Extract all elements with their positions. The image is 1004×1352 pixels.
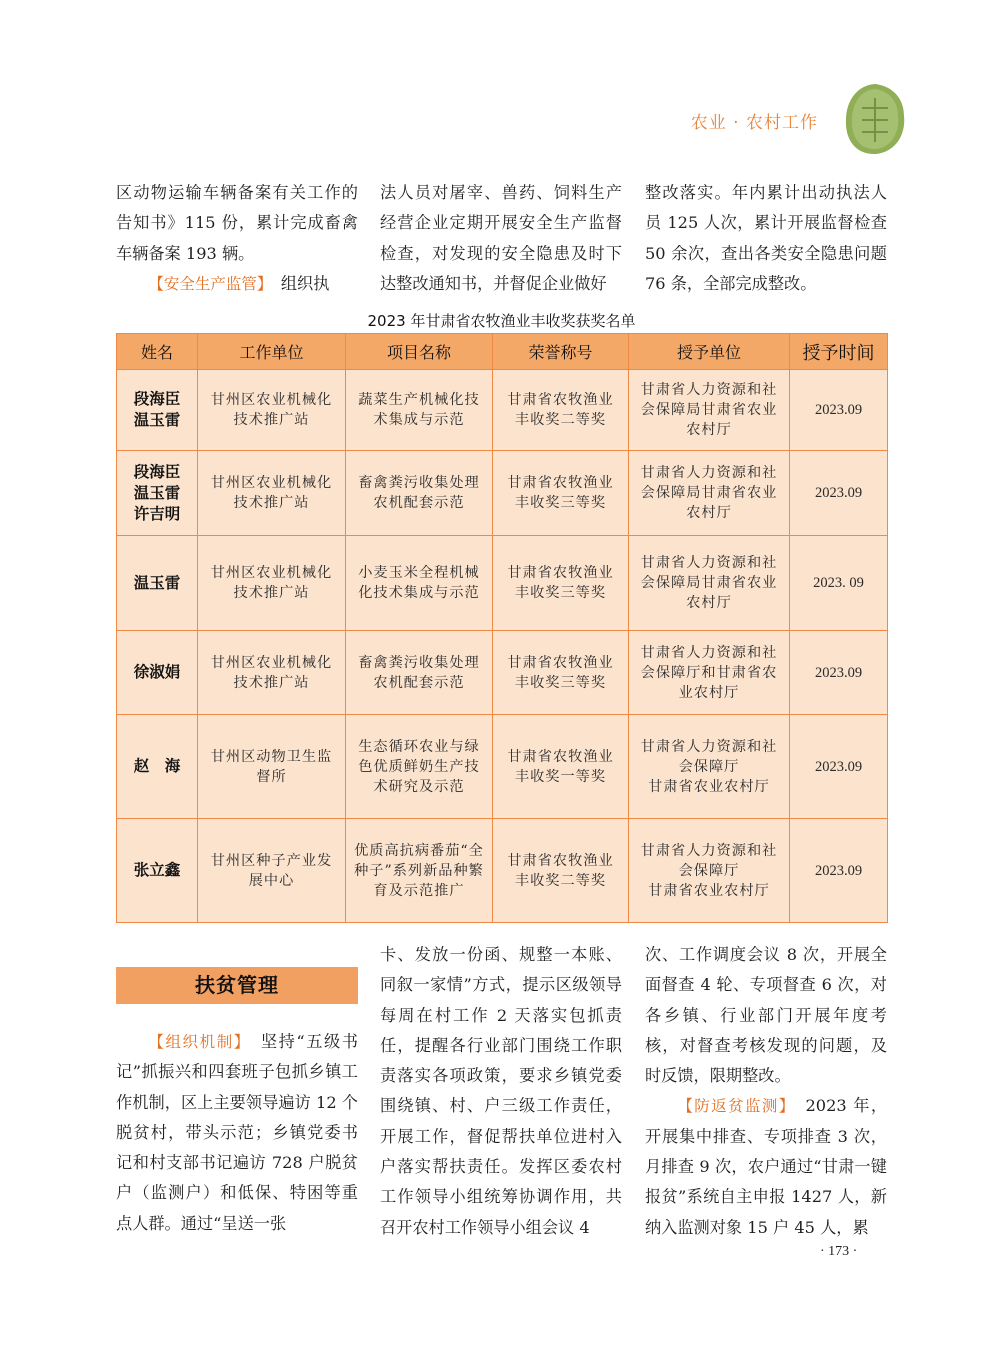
column-header-grantor: 授予单位 [629, 334, 790, 370]
table-row [117, 631, 888, 715]
paragraph-tail: 组织执 [280, 273, 330, 293]
paragraph [116, 1027, 358, 1239]
awards-table [116, 333, 888, 923]
cell-grantor: 甘肃省人力资源和社会保障厅 甘肃省农业农村厅 [629, 819, 790, 923]
table-title: 2023 年甘肃省农牧渔业丰收奖获奖名单 [367, 312, 636, 330]
paragraph: 整改落实。年内累计出动执法人员 125 人次，累计开展监督检查 50 余次，查出各类安全隐患问题 76 条，全部完成整改。 [645, 183, 887, 293]
cell-honor: 甘肃省农牧渔业丰收奖三等奖 [493, 536, 629, 631]
cell-date: 2023. 09 [790, 536, 888, 631]
cell-honor: 甘肃省农牧渔业丰收奖三等奖 [493, 631, 629, 715]
cell-unit: 甘州区农业机械化技术推广站 [198, 536, 346, 631]
paragraph [645, 1091, 887, 1242]
column-header-project: 项目名称 [346, 334, 493, 370]
cell-unit: 甘州区农业机械化技术推广站 [198, 451, 346, 536]
top-text-column-1 [116, 178, 358, 299]
cell-project: 畜禽粪污收集处理农机配套示范 [346, 451, 493, 536]
cell-grantor: 甘肃省人力资源和社会保障厅 甘肃省农业农村厅 [629, 715, 790, 819]
cell-unit: 甘州区动物卫生监督所 [198, 715, 346, 819]
cell-project: 生态循环农业与绿色优质鲜奶生产技术研究及示范 [346, 715, 493, 819]
cell-name: 赵 海 [117, 715, 198, 819]
cell-date: 2023.09 [790, 631, 888, 715]
cell-honor: 甘肃省农牧渔业丰收奖三等奖 [493, 451, 629, 536]
top-text-column-2 [380, 178, 622, 299]
paragraph: 卡、发放一份函、规整一本账、同叙一家情”方式，提示区级领导每周在村工作 2 天落实包抓责任，提醒各行业部门围绕工作职责落实各项政策，要求乡镇党委围绕镇、村、户三级工作责任，开展工作，督促帮扶单位进村入户落实帮扶责任。发挥区委农村工作领导小组统筹协调作用，共召开农村工作领导小组会议 4 [380, 945, 622, 1237]
cell-grantor: 甘肃省人力资源和社会保障局甘肃省农业农村厅 [629, 370, 790, 451]
top-text-column-3 [645, 178, 887, 299]
table-row [117, 715, 888, 819]
table-row [117, 819, 888, 923]
cell-grantor: 甘肃省人力资源和社会保障局甘肃省农业农村厅 [629, 451, 790, 536]
anti-poverty-monitoring-tag: 【防返贫监测】 [677, 1097, 788, 1116]
cell-grantor: 甘肃省人力资源和社会保障局甘肃省农业农村厅 [629, 536, 790, 631]
column-header-honor: 荣誉称号 [493, 334, 629, 370]
section-header-title: 农业 · 农村工作 [690, 113, 818, 133]
section-heading-poverty-management: 扶贫管理 [116, 967, 358, 1004]
cell-project: 优质高抗病番茄“全种子”系列新品种繁育及示范推广 [346, 819, 493, 923]
cell-unit: 甘州区农业机械化技术推广站 [198, 370, 346, 451]
cell-project: 畜禽粪污收集处理农机配套示范 [346, 631, 493, 715]
table-row [117, 536, 888, 631]
cell-unit: 甘州区种子产业发展中心 [198, 819, 346, 923]
bottom-text-column-1 [116, 1027, 358, 1239]
cell-date: 2023.09 [790, 819, 888, 923]
cell-name: 段海臣 温玉雷 [117, 370, 198, 451]
paragraph: 次、工作调度会议 8 次，开展全面督查 4 轮、专项督查 6 次，对各乡镇、行业部门开展年度考核，对督查考核发现的问题，及时反馈，限期整改。 [645, 945, 887, 1086]
cell-honor: 甘肃省农牧渔业丰收奖二等奖 [493, 370, 629, 451]
cell-unit: 甘州区农业机械化技术推广站 [198, 631, 346, 715]
table-row [117, 370, 888, 451]
paragraph: 区动物运输车辆备案有关工作的告知书》115 份，累计完成畜禽车辆备案 193 辆。 [116, 183, 358, 263]
cell-name: 温玉雷 [117, 536, 198, 631]
cell-honor: 甘肃省农牧渔业丰收奖二等奖 [493, 819, 629, 923]
column-header-unit: 工作单位 [198, 334, 346, 370]
decorative-seal-emblem [840, 80, 910, 158]
cell-date: 2023.09 [790, 715, 888, 819]
cell-name: 段海臣 温玉雷 许吉明 [117, 451, 198, 536]
table-header-row [117, 334, 888, 370]
safety-supervision-tag: 【安全生产监管】 [148, 274, 265, 293]
cell-date: 2023.09 [790, 451, 888, 536]
cell-honor: 甘肃省农牧渔业丰收奖一等奖 [493, 715, 629, 819]
bottom-text-column-2 [380, 940, 622, 1243]
paragraph: 法人员对屠宰、兽药、饲料生产经营企业定期开展安全生产监督检查，对发现的安全隐患及时下达整改通知书，并督促企业做好 [380, 183, 622, 293]
cell-name: 张立鑫 [117, 819, 198, 923]
paragraph-body: 2023 年，开展集中排查、专项排查 3 次，月排查 9 次，农户通过“甘肃一键报贫”系统自主申报 1427 人，新纳入监测对象 15 户 45 人，累 [645, 1096, 888, 1237]
cell-project: 蔬菜生产机械化技术集成与示范 [346, 370, 493, 451]
column-header-date: 授予时间 [790, 334, 888, 370]
cell-name: 徐淑娟 [117, 631, 198, 715]
cell-project: 小麦玉米全程机械化技术集成与示范 [346, 536, 493, 631]
table-row [117, 451, 888, 536]
cell-grantor: 甘肃省人力资源和社会保障厅和甘肃省农业农村厅 [629, 631, 790, 715]
page-number: · 173 · [820, 1244, 858, 1259]
paragraph-body: 坚持“五级书记”抓振兴和四套班子包抓乡镇工作机制，区上主要领导遍访 12 个脱贫村，带头示范；乡镇党委书记和村支部书记遍访 728 户脱贫户（监测户）和低保、特困等重点人群。通过“呈送一张 [116, 1032, 358, 1233]
bottom-text-column-3 [645, 940, 887, 1243]
cell-date: 2023.09 [790, 370, 888, 451]
column-header-name: 姓名 [117, 334, 198, 370]
organization-mechanism-tag: 【组织机制】 [148, 1033, 244, 1051]
paragraph [116, 269, 358, 299]
